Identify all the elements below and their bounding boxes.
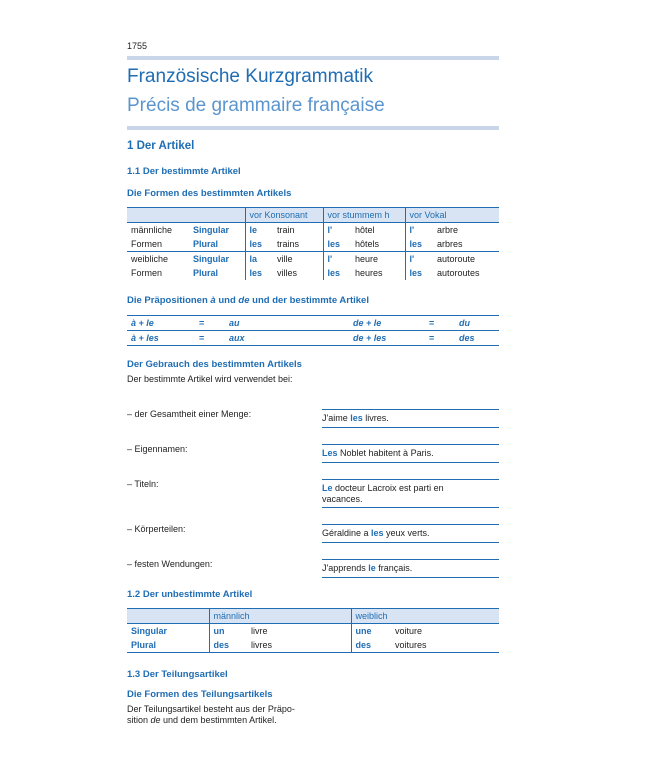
- forms-heading: Die Formen des bestimmten Artikels: [127, 188, 292, 199]
- article: les: [245, 266, 273, 280]
- text-part: de: [150, 715, 161, 725]
- gender-label: Formen: [131, 239, 163, 249]
- text-part: und dem bestimmten Artikel.: [160, 715, 277, 725]
- prep-combination: à + le: [131, 318, 154, 328]
- article: l': [323, 223, 351, 238]
- divider: [322, 462, 499, 463]
- text-part: Der Teilungsartikel besteht aus der Präpo-: [127, 704, 295, 714]
- noun: trains: [277, 239, 300, 249]
- article: les: [323, 237, 351, 252]
- prep-combination: de + le: [353, 318, 382, 328]
- header-consonant: vor Konsonant: [245, 208, 323, 223]
- divider: [322, 427, 499, 428]
- example-text: J'aime: [322, 413, 351, 423]
- table-row: [127, 331, 499, 346]
- example-article: Le: [322, 483, 333, 493]
- subsection-heading-definite: 1.1 Der bestimmte Artikel: [127, 166, 241, 177]
- usage-heading: Der Gebrauch des bestimmten Artikels: [127, 359, 302, 370]
- gender-label: männliche: [131, 225, 173, 235]
- divider: [322, 507, 499, 508]
- usage-label: – Eigennamen:: [127, 444, 188, 454]
- gender-label: Formen: [131, 268, 163, 278]
- usage-example: [322, 448, 498, 459]
- noun: livre: [251, 626, 268, 636]
- number-label: Singular: [131, 626, 168, 636]
- gender-label: weibliche: [131, 254, 169, 264]
- article: les: [323, 266, 351, 280]
- contraction: du: [459, 318, 470, 328]
- table-header-row: [127, 609, 499, 624]
- equals-sign: =: [199, 318, 205, 328]
- table-row: [127, 266, 499, 280]
- table-row: [127, 223, 499, 238]
- prepositions-heading: [127, 295, 369, 306]
- usage-example: [322, 563, 498, 574]
- header-empty: [127, 208, 245, 223]
- header-vowel: vor Vokal: [405, 208, 499, 223]
- usage-example: [322, 413, 498, 424]
- contraction: au: [229, 318, 240, 328]
- header-empty: [127, 609, 209, 624]
- usage-example: [322, 528, 498, 539]
- divider: [322, 524, 499, 525]
- table-row: [127, 638, 499, 653]
- usage-intro: Der bestimmte Artikel wird verwendet bei:: [127, 374, 293, 384]
- number-label: Plural: [131, 640, 157, 650]
- example-text: Noblet habitent à Paris.: [337, 448, 434, 458]
- title-french: Précis de grammaire française: [127, 95, 385, 116]
- header-bar: [127, 56, 499, 60]
- divider: [322, 409, 499, 410]
- header-feminine: weiblich: [351, 609, 499, 624]
- divider: [322, 559, 499, 560]
- noun: voitures: [395, 640, 427, 650]
- table-row: [127, 316, 499, 331]
- equals-sign: =: [429, 333, 435, 343]
- article: des: [209, 638, 247, 653]
- usage-label: – der Gesamtheit einer Menge:: [127, 409, 252, 419]
- article: le: [245, 223, 273, 238]
- table-row: [127, 237, 499, 252]
- prepositions-table: [127, 315, 499, 346]
- page-number: 1755: [127, 41, 148, 51]
- divider: [322, 479, 499, 480]
- title-underline-bar: [127, 126, 499, 130]
- prep-combination: à + les: [131, 333, 159, 343]
- noun: autoroutes: [437, 268, 480, 278]
- usage-label: – Körperteilen:: [127, 524, 186, 534]
- noun: ville: [277, 254, 293, 264]
- number-label: Plural: [193, 239, 219, 249]
- example-text: yeux verts.: [383, 528, 430, 538]
- article: la: [245, 252, 273, 267]
- article: des: [351, 638, 391, 653]
- heading-part: à: [210, 295, 216, 306]
- number-label: Singular: [193, 254, 230, 264]
- partitive-heading: Die Formen des Teilungsartikels: [127, 689, 273, 700]
- contraction: aux: [229, 333, 245, 343]
- article: l': [405, 223, 433, 238]
- subsection-heading-partitive: 1.3 Der Teilungsartikel: [127, 669, 228, 680]
- table-row: [127, 624, 499, 639]
- prep-combination: de + les: [353, 333, 387, 343]
- header-masculine: männlich: [209, 609, 351, 624]
- example-text: J'apprends: [322, 563, 369, 573]
- noun: hôtels: [355, 239, 380, 249]
- number-label: Singular: [193, 225, 230, 235]
- number-label: Plural: [193, 268, 219, 278]
- noun: villes: [277, 268, 298, 278]
- usage-label: – festen Wendungen:: [127, 559, 213, 569]
- divider: [322, 542, 499, 543]
- usage-example: [322, 483, 472, 505]
- article: un: [209, 624, 247, 639]
- example-text: livres.: [362, 413, 389, 423]
- subsection-heading-indefinite: 1.2 Der unbestimmte Artikel: [127, 589, 253, 600]
- article: l': [323, 252, 351, 267]
- example-text: docteur Lacroix est parti en vacances.: [322, 483, 444, 504]
- table-row: [127, 252, 499, 267]
- example-article: les: [371, 528, 384, 538]
- noun: hôtel: [355, 225, 375, 235]
- equals-sign: =: [429, 318, 435, 328]
- noun: heure: [355, 254, 379, 264]
- heading-part: Die Präpositionen: [127, 295, 211, 306]
- divider: [322, 444, 499, 445]
- equals-sign: =: [199, 333, 205, 343]
- noun: train: [277, 225, 295, 235]
- article: les: [405, 266, 433, 280]
- divider: [322, 577, 499, 578]
- article: l': [405, 252, 433, 267]
- heading-part: und: [215, 295, 239, 306]
- usage-label: – Titeln:: [127, 479, 159, 489]
- noun: arbres: [437, 239, 463, 249]
- definite-forms-table: [127, 207, 499, 280]
- noun: autoroute: [437, 254, 476, 264]
- heading-part: und der bestimmte Artikel: [249, 295, 369, 306]
- example-text: français.: [375, 563, 413, 573]
- header-silent-h: vor stummem h: [323, 208, 405, 223]
- text-part: sition: [127, 715, 151, 725]
- partitive-text: [127, 704, 317, 726]
- article: les: [245, 237, 273, 252]
- noun: livres: [251, 640, 273, 650]
- article: les: [405, 237, 433, 252]
- noun: voiture: [395, 626, 423, 636]
- section-heading-articles: 1 Der Artikel: [127, 140, 195, 152]
- heading-part: de: [238, 295, 250, 306]
- title-german: Französische Kurzgrammatik: [127, 66, 374, 87]
- noun: arbre: [437, 225, 459, 235]
- noun: heures: [355, 268, 383, 278]
- example-article: Les: [322, 448, 338, 458]
- indefinite-table: [127, 608, 499, 653]
- article: une: [351, 624, 391, 639]
- table-header-row: [127, 208, 499, 223]
- example-text: Géraldine a: [322, 528, 372, 538]
- contraction: des: [459, 333, 475, 343]
- example-article: les: [350, 413, 363, 423]
- example-article: le: [368, 563, 376, 573]
